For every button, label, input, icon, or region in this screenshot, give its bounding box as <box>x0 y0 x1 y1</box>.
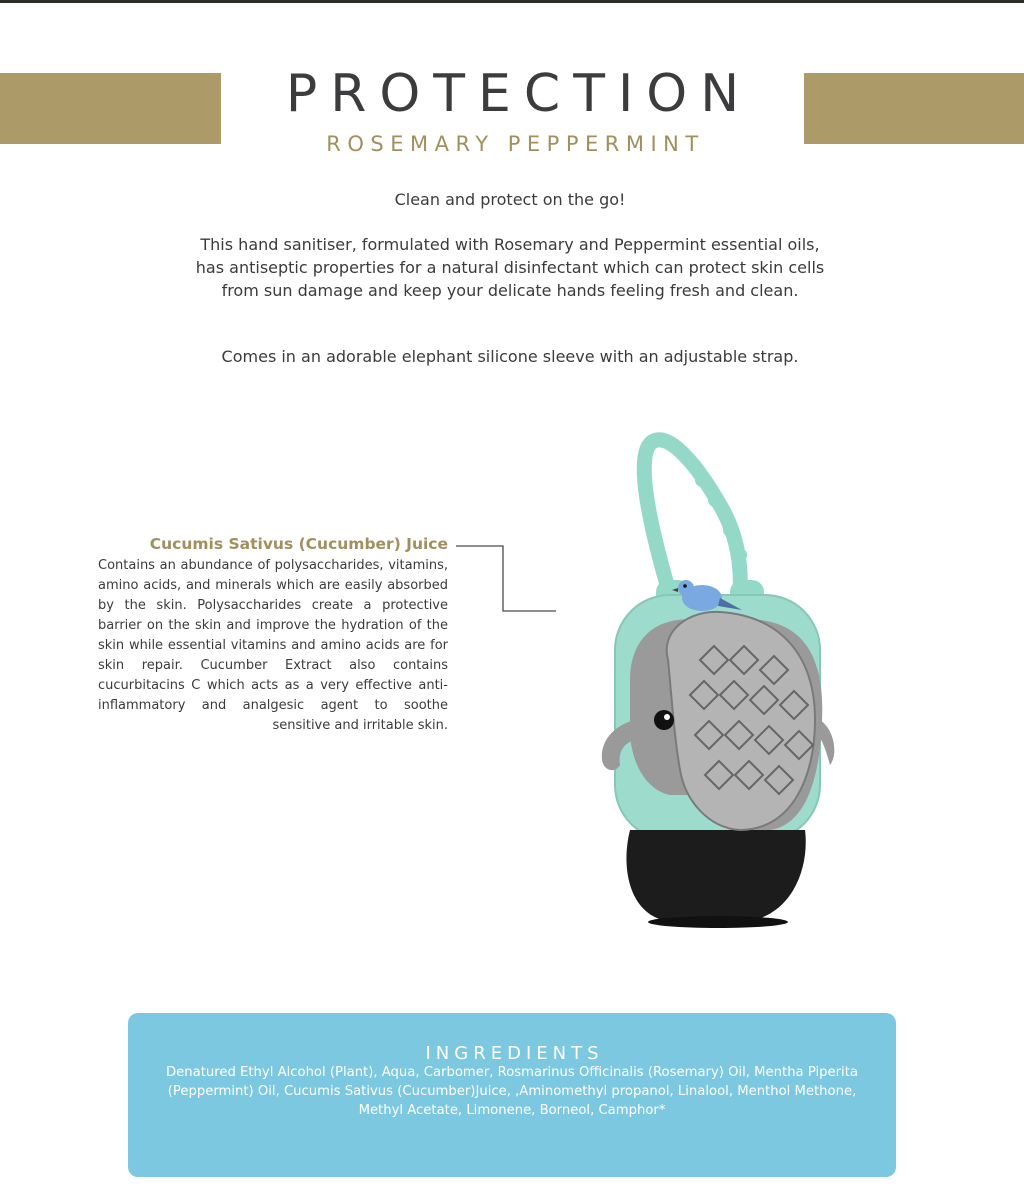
product-title: PROTECTION <box>285 64 753 124</box>
product-scent-subtitle: ROSEMARY PEPPERMINT <box>326 132 705 156</box>
key-ingredient-callout <box>98 533 448 736</box>
ingredients-list: Denatured Ethyl Alcohol (Plant), Aqua, Carbomer, Rosmarinus Officinalis (Rosemary) Oil, Mentha Piperita (Peppermint) Oil, Cucumis Sativus (Cucumber)Juice, ,Aminomethyl propanol, Linalool, Menthol Methone, Methyl Acetate, Limonene, Borneol, Camphor* <box>166 1065 858 1118</box>
ingredients-heading: INGREDIENTS <box>425 1043 604 1064</box>
description-body: This hand sanitiser, formulated with Rosemary and Peppermint essential oils, has antiseptic properties for a natural disinfectant which can protect skin cells from sun damage and keep your delicate hands feeling fresh and clean. <box>195 235 825 300</box>
ingredients-panel <box>128 1013 896 1177</box>
description-sleeve: Comes in an adorable elephant silicone sleeve with an adjustable strap. <box>221 347 799 366</box>
elephant-sanitiser-holder-icon <box>590 430 850 930</box>
key-ingredient-description: Contains an abundance of polysaccharides, vitamins, amino acids, and minerals which are easily absorbed by the skin. Polysaccharides create a protective barrier on the skin and improve the hydration of the skin while essential vitamins and amino acids are for skin repair. Cucumber Extract also contains cucurbitacins C which acts as a very effective anti-inflammatory and analgesic agent to soothe sensitive and irritable skin. <box>98 558 448 733</box>
key-ingredient-name: Cucumis Sativus (Cucumber) Juice <box>149 535 448 553</box>
description-tagline: Clean and protect on the go! <box>394 190 626 209</box>
